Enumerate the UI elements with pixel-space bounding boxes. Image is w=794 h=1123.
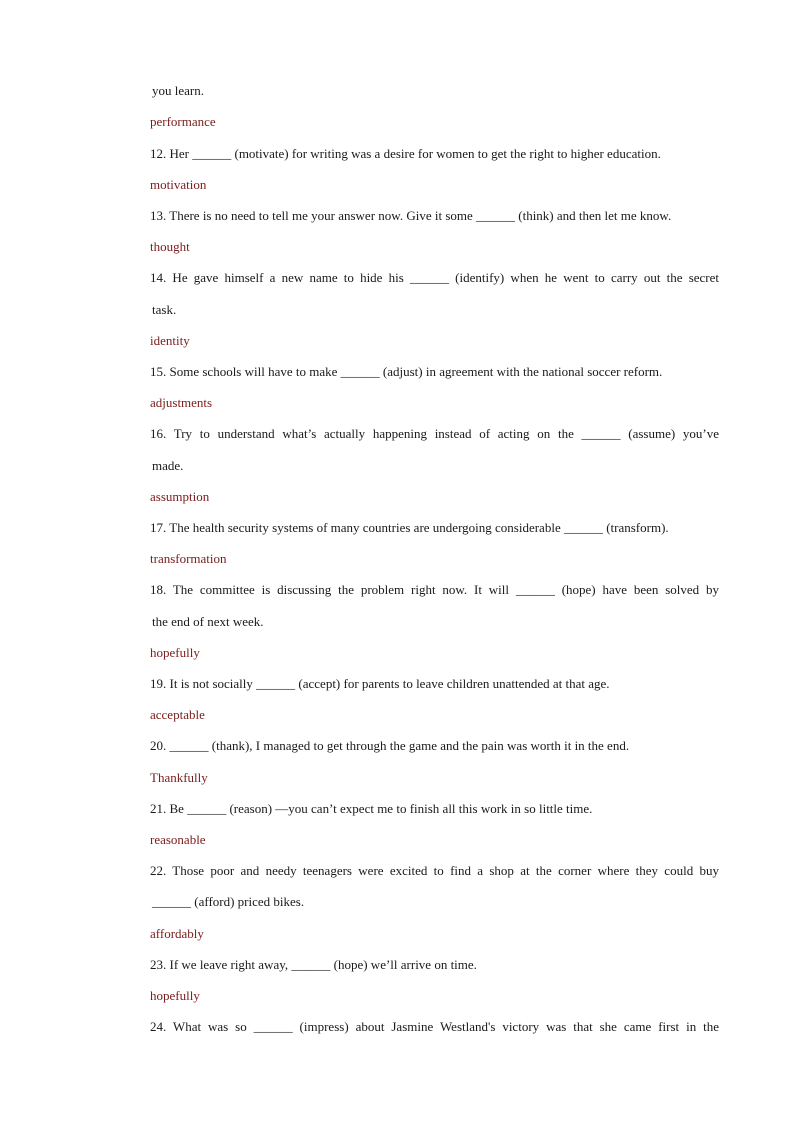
answer-14: identity xyxy=(150,333,190,348)
answer-20: Thankfully xyxy=(150,770,208,785)
question-19: 19. It is not socially ______ (accept) for parents to leave children unattended at that age. xyxy=(150,676,610,691)
question-11-continuation: you learn. xyxy=(152,83,204,98)
answer-17: transformation xyxy=(150,551,227,566)
question-17: 17. The health security systems of many countries are undergoing considerable ______ (transform). xyxy=(150,520,669,535)
answer-12: motivation xyxy=(150,177,207,192)
answer-23: hopefully xyxy=(150,988,200,1003)
question-23: 23. If we leave right away, ______ (hope) we’ll arrive on time. xyxy=(150,957,477,972)
question-13: 13. There is no need to tell me your answer now. Give it some ______ (think) and then let me know. xyxy=(150,208,672,223)
question-14-continuation: task. xyxy=(152,302,177,317)
question-14: 14. He gave himself a new name to hide his ______ (identify) when he went to carry out the secret xyxy=(150,270,719,285)
question-22: 22. Those poor and needy teenagers were excited to find a shop at the corner where they could buy xyxy=(150,863,719,878)
question-20: 20. ______ (thank), I managed to get through the game and the pain was worth it in the end. xyxy=(150,738,630,753)
answer-11: performance xyxy=(150,114,216,129)
question-16-continuation: made. xyxy=(152,458,184,473)
question-24: 24. What was so ______ (impress) about Jasmine Westland's victory was that she came first in the xyxy=(150,1019,719,1034)
question-18: 18. The committee is discussing the problem right now. It will ______ (hope) have been solved by xyxy=(150,582,719,597)
question-15: 15. Some schools will have to make ______ (adjust) in agreement with the national soccer reform. xyxy=(150,364,663,379)
answer-15: adjustments xyxy=(150,395,213,410)
question-12: 12. Her ______ (motivate) for writing was a desire for women to get the right to higher education. xyxy=(150,146,661,161)
answer-19: acceptable xyxy=(150,707,205,722)
answer-18: hopefully xyxy=(150,645,200,660)
question-21: 21. Be ______ (reason) —you can’t expect me to finish all this work in so little time. xyxy=(150,801,593,816)
question-16: 16. Try to understand what’s actually happening instead of acting on the ______ (assume) you’ve xyxy=(150,426,719,441)
question-22-continuation: ______ (afford) priced bikes. xyxy=(152,894,305,909)
answer-21: reasonable xyxy=(150,832,206,847)
question-18-continuation: the end of next week. xyxy=(152,614,264,629)
answer-16: assumption xyxy=(150,489,210,504)
answer-13: thought xyxy=(150,239,190,254)
answer-22: affordably xyxy=(150,926,204,941)
